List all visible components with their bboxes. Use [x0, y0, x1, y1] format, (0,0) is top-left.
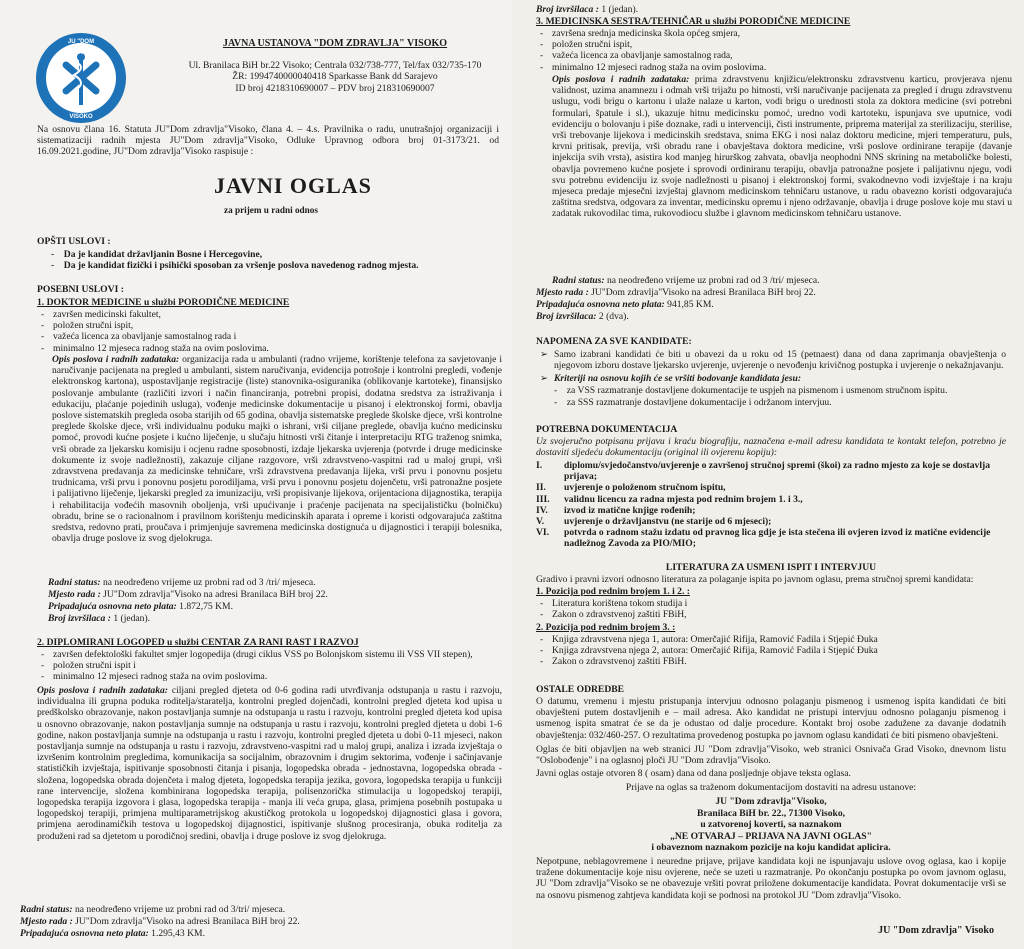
criteria-text: za SSS razmatranje dostavljene dokumentacije i održanom intervjuu.: [566, 397, 832, 408]
requirement-item: - položen stručni ispit i: [37, 660, 502, 671]
place-value: JU"Dom zdravlja"Visoko na adresi Branilaca BiH broj 22.: [75, 916, 300, 927]
requirement-item: - važeća licenca za obavljanje samostalnog rada,: [536, 50, 996, 61]
desc-label: Opis poslova i radnih zadataka:: [52, 354, 180, 365]
lit-item: - Zakon o zdravstvenoj zaštiti FBiH.: [536, 656, 996, 667]
other-p2: Oglas će biti objavljen na web stranici JU "Dom zdravlja"Visoko, web stranici Osnivača Grad Visoko, dnevnom listu "Oslobođenje" i na oglasnoj ploči JU "Dom zdravlja"Visoko.: [536, 744, 1006, 767]
docs-item: [536, 505, 1006, 516]
position-2-count: [536, 4, 638, 15]
position-3-status: [552, 275, 820, 286]
signature: JU "Dom zdravlja" Visoko: [878, 925, 994, 936]
position-3-title: 3. MEDICINSKA SESTRA/TEHNIČAR u službi PORODIČNE MEDICINE: [536, 16, 851, 27]
desc-label: Opis poslova i radnih zadataka:: [552, 74, 690, 85]
position-3-place: [536, 287, 816, 298]
lit-group-1-title: 1. Pozicija pod rednim brojem 1. i 2. :: [536, 586, 690, 597]
count-value: 1 (jedan).: [113, 613, 151, 624]
status-label: Radni status:: [552, 275, 605, 286]
lit-item: - Knjiga zdravstvena njega 2, autora: Omerčajić Rifija, Ramović Fadila i Stjepić Đuka: [536, 645, 996, 656]
docs-text: izvod iz matične knjige rođenih;: [564, 504, 696, 516]
salary-label: Pripadajuća osnovna neto plata:: [536, 299, 665, 310]
requirement-item: - završena srednja medicinska škola općeg smjera,: [536, 28, 996, 39]
logo-text-bottom: VISOKO: [69, 114, 93, 120]
docs-num: VI.: [536, 527, 550, 539]
general-item-text: Da je kandidat državljanin Bosne i Hercegovine,: [63, 249, 263, 260]
position-1-count: [48, 613, 150, 624]
docs-text: potvrda o radnom stažu izdatu od pravnog lica gdje je ista stečena ili ovjeren izvod iz matične evidencije nadležnog Zavoda za PIO/MIO;: [564, 527, 991, 550]
desc-label: Opis poslova i radnih zadataka:: [37, 685, 168, 696]
count-label: Broj izvršilaca :: [48, 613, 111, 624]
docs-num: II.: [536, 482, 546, 494]
position-3-salary: [536, 299, 714, 310]
status-value: na neodređeno vrijeme uz probni rad od 3 /tri/ mjeseca.: [102, 577, 316, 588]
position-3-requirements: [536, 28, 996, 73]
criteria-item: - za SSS razmatranje dostavljene dokumentacije i održanom intervjuu.: [554, 397, 832, 408]
docs-num: V.: [536, 516, 545, 528]
position-2-title: 2. DIPLOMIRANI LOGOPED u službi CENTAR ZA RANI RAST I RAZVOJ: [37, 637, 359, 648]
docs-text: validnu licencu za radna mjesta pod rednim brojem 1. i 3.,: [564, 493, 803, 505]
requirement-item: - minimalno 12 mjeseca radnog staža na ovim poslovima.: [37, 343, 497, 354]
criteria-text: za VSS razmatranje dostavljene dokumentacije te uspjeh na pismenom i usmenom stručnom ispitu.: [566, 385, 948, 396]
org-name: JAVNA USTANOVA "DOM ZDRAVLJA" VISOKO: [222, 38, 448, 49]
salary-value: 941,85 KM.: [667, 299, 714, 310]
position-2-place: [20, 916, 300, 927]
other-p5: Nepotpune, neblagovremene i neuredne prijave, prijave kandidata koji ne ispunjavaju uslove ovog oglasa, kao i kopije tražene dokumentacije koje nisu ovjerene, neće se uzeti u razmatranje. Po okončanju postupka po ovom javnom oglasu, JU "Dom zdravlja"Visoko se ne obavezuje vršiti povrat priložene dokumentacije kandidata. Povrat dokumentacije vrši se na osnovu pismenog zahtjeva kandidata koji se podnosi na protokol JU "Dom zdravlja"Visoko.: [536, 856, 1006, 901]
docs-text: diplomu/svjedočanstvo/uvjerenje o završenoj stručnoj spremi (škoi) za radno mjesto za koje se dostavlja prijava;: [564, 460, 990, 483]
position-2-salary: [20, 928, 205, 939]
lit-group-2: [536, 634, 996, 668]
salary-label: Pripadajuća osnovna neto plata:: [48, 601, 177, 612]
status-label: Radni status:: [48, 577, 101, 588]
place-value: JU"Dom zdravlja"Visoko na adresi Branilaca BiH broj 22.: [103, 589, 328, 600]
count-value: 1 (jedan).: [601, 4, 639, 15]
general-heading: OPŠTI USLOVI :: [37, 236, 111, 247]
docs-item: [536, 516, 1006, 527]
place-label: Mjesto rada :: [20, 916, 73, 927]
desc-text: ciljani pregled djeteta od 0-6 godina radi utvrđivanja odstupanja u rastu i razvoju, individualna ili grupna poduka roditelja/staratelja, kontrolni pregled dojenčadi, kontrolni pregled djeteta kod upisa u predškolsko obrazovanje, nakon postavljanja sumnje na odstupanja u rastu i razvoju, kontrolni pregled djeteta kod upisa u osnovno obrazovanje, nakon postavljanja sumnje na odstupanja u rastu i razvoju, kontrolni pregled djeteta u dobi 1-6 godine, nakon postavljanja sumnje na odstupanja u rastu i razvoju, kontrolni pregled djeteta u dobi 0-11 mjeseci, nakon postavljanja sumnje na odstupanja u rastu i razvoju, zdravstveno-vaspitni rad u maloj grupi, analiza i izrada izvještaja o izvršenim kontrolnim pregledima, komunikacija sa socijalnim, obrazovnim i drugim sektorima, vođenje i sačinjavanje statističkih izvještaja, ispitivanje sposobnosti čitanja i pisanja, logopedska obrada - jednostavna, logopedska obrada - složena, logopedska obrada dojenčeta i malog djeteta, logopedska terapija jezika, govora, logopedska terapija u funkciji rane intervencije, složena kombinirana logopedska terapija, polisenzorička stimulacija u logopedskoj terapiji, logopedska terapija izgovora i glasa, logopedska terapija - manja ili veća grupa, glasa, primjena posebnih postupaka u logopedskoj terapiji, primjena multiparametrijskog akustičkog protokola u logopedskoj dijagnostici glasa i govora, primjena aerodinamičkih testova u logopedskoj dijagnostici, ispitivanje slušnog procesiranja, obuka roditelja za produženi rad sa djetetom u porodičnoj sredini, obavlja i druge poslove iz svog djelokruga.: [37, 685, 502, 842]
other-heading: OSTALE ODREDBE: [536, 684, 625, 695]
position-1-place: [48, 589, 328, 600]
lit-item: - Knjiga zdravstvena njega 1, autora: Omerčajić Rifija, Ramović Fadila i Stjepić Đuka: [536, 634, 996, 645]
position-1-title: 1. DOKTOR MEDICINE u službi PORODIČNE MEDICINE: [37, 297, 290, 308]
general-item-text: Da je kandidat fizički i psihički sposoban za vršenje poslova navedenog radnog mjesta.: [63, 260, 419, 272]
special-heading: POSEBNI USLOVI :: [37, 284, 124, 295]
address-line: u zatvorenoj koverti, sa naznakom: [700, 819, 842, 830]
status-label: Radni status:: [20, 904, 73, 915]
general-item: - Da je kandidat fizički i psihički sposoban za vršenje poslova navedenog radnog mjesta.: [51, 260, 419, 272]
address-line: Branilaca BiH br. 22., 71300 Visoko,: [696, 807, 846, 819]
requirement-item: - važeća licenca za obavljanje samostalnog rada i: [37, 331, 497, 342]
arrow-icon: ➢: [540, 373, 549, 384]
docs-item: [536, 460, 1006, 482]
requirement-item: - minimalno 12 mjeseci radnog staža na ovim poslovima.: [536, 62, 996, 73]
docs-item: [536, 527, 1006, 549]
docs-num: III.: [536, 493, 550, 505]
requirement-item: - položen stručni ispit,: [536, 39, 996, 50]
lit-intro: Gradivo i pravni izvori odnosno literatura za polaganje ispita po javnom oglasu, prema stručnoj spremi kandidata:: [536, 574, 974, 585]
page-title: JAVNI OGLAS: [214, 173, 372, 198]
status-value: na neodređeno vrijeme uz probni rad od 3/tri/ mjeseca.: [74, 904, 286, 915]
status-value: na neodređeno vrijeme uz probni rad od 3 /tri/ mjeseca.: [606, 275, 820, 286]
position-2-requirements: [37, 649, 502, 683]
docs-heading: POTREBNA DOKUMENTACIJA: [536, 424, 678, 435]
general-list: [37, 249, 507, 271]
position-1-description: [52, 354, 502, 544]
salary-value: 1.295,43 KM.: [151, 928, 205, 939]
other-p1: O datumu, vremenu i mjestu pristupanja intervjuu odnosno polaganju pismenog i usmenog ispita kandidati će biti obavještení putem dostavljenih e – mail adresa. Ako kandidat ne pristupi intervjuu odnosno polaganju pismenog i usmenog ispita smatrat će se da je odustao od dalje procedure. Kontakt broj osobe zadužene za davanje dodatnih obavještenja: 032/460-257. O rezultatima provedenog postupka po javnom oglasu kandidati će biti pismeno obavješteni.: [536, 696, 1006, 741]
note-text: Kriteriji na osnovu kojih će se vršiti bodovanje kandidata jesu:: [554, 373, 802, 384]
general-item: - Da je kandidat državljanin Bosne i Hercegovine,: [51, 249, 263, 260]
count-value: 2 (dva).: [598, 311, 629, 322]
place-label: Mjesto rada :: [48, 589, 101, 600]
address-line: JU "Dom zdravlja"Visoko,: [715, 796, 827, 807]
requirement-item: - završen medicinski fakultet,: [37, 309, 497, 320]
docs-num: IV.: [536, 504, 548, 516]
mailing-address: [536, 796, 1006, 854]
position-3-count: [536, 311, 629, 322]
position-1-requirements: [37, 309, 497, 354]
position-1-status: [48, 577, 316, 588]
count-label: Broj izvršilaca :: [536, 4, 599, 15]
position-1-salary: [48, 601, 233, 612]
other-p3: Javni oglas ostaje otvoren 8 ( osam) dana od dana posljednje objave teksta oglasa.: [536, 768, 851, 779]
docs-num: I.: [536, 460, 543, 471]
bank-line: ŽR: 1994740000040418 Sparkasse Bank dd Sarajevo: [232, 71, 438, 82]
docs-intro-text: Uz svojeručno potpisanu prijavu i kraću biografiju, naznačena e-mail adresu kandidata te kontakt telefon, potrebno je dostaviti sljedeću dokumentaciju (original ili ovjerenu kopiju):: [536, 436, 1006, 459]
place-value: JU"Dom zdravlja"Visoko na adresi Branilaca BiH broj 22.: [591, 287, 816, 298]
docs-item: [536, 482, 1006, 493]
docs-text: uvjerenje o položenom stručnom ispitu,: [564, 482, 726, 494]
page-subtitle: za prijem u radni odnos: [224, 205, 318, 215]
requirement-item: - minimalno 12 mjeseci radnog staža na ovim poslovima.: [37, 671, 502, 682]
address-line: „NE OTVARAJ – PRIJAVA NA JAVNI OGLAS": [670, 830, 872, 842]
logo-text-top: JU "DOM ZDRAVLJA": [63, 39, 99, 57]
docs-list: [536, 460, 1006, 550]
docs-item: [536, 494, 1006, 505]
docs-intro: [536, 436, 1006, 458]
logo: [36, 33, 126, 123]
position-2-status: [20, 904, 285, 915]
note-heading: NAPOMENA ZA SVE KANDIDATE:: [536, 336, 692, 347]
desc-text: organizacija rada u ambulanti (radno vrijeme, korištenje telefona za savjetovanje i naručivanje pacijenata na pregled u ambulanti, sistem naručivanja, evidencija potrošnje i kontrolni pregledi, vođenje elektronskog kartona), uspostavljanje registracije (liste) stanovnika-osiguranika (oblikovanje kartoteke), finansijsko poslovanje ambulante (različiti izvori i način financiranja, potrebni propisi, dodatna sredstva za istraživanja i edukaciju, plaćanje pojedinih usluga), vođenje medicinske dokumentacije u pisanoj i elektronskoj formi, obavlja poslove sistematskih pregleda osoba starijih od 65 godina, obavlja sistematske preglede školske djece, vrši kontrolne preglede školske djece, vrši individualnu poduku majki o ishrani, vrši ciljane preglede, obavlja kućno medicinsku pomoć, provodi kućne posjete i kućno liječenje, u slučaju hitnosti vrši čitanje i interpretaciju RTG traženog snimka, vrši obrade za ljekarsku komisiju i ocjenu radne sposobnosti, izdaje ljekarska uvjerenja (potvrde i druge medicinske dokumente iz svoje nadležnosti), zakazuje ciljane razgovore, vrši zdravstveno-vaspitni rad u maloj grupi, vrši zdravstvena predavanja za medicinske tehničare, vrši zdravstvena predavanja lijeka, vrši prvu i ponovnu posjetu trudnicama, vrši prvu i ponovnu posjetu porodiljama, vrši prvu i ponovnu posjetu dojenčetu, vrši patronažne posjete i palijativno liječenje, ljekarski pregled za imunizaciju, vrši propisivanje lijekova, orijentaciona dijagnostika, terapija i rehabilitacija vođećih masovnih oboljenja, vrši upućivanje i praćenje pacijenata na specijalističku (bolničku) obradu, brine se o racionalnom i pravilnom korištenju medicinskih aparata i opreme i koristi odgovarajuća zaštitna sredstva, redovno prati, proučava i primjenjuje savremena medicinska dostignuća u dijagnostici i terapiji bolesnika, obavlja druge poslove iz svog djelokruga.: [52, 354, 502, 545]
address-line: i obaveznom naznakom pozicije na koju kandidat aplicira.: [651, 842, 891, 853]
lit-group-2-title: 2. Pozicija pod rednim brojem 3. :: [536, 622, 676, 633]
count-label: Broj izvršilaca:: [536, 311, 597, 322]
id-line: ID broj 4218310690007 – PDV broj 218310690007: [235, 82, 435, 94]
address-line: Ul. Branilaca BiH br.22 Visoko; Centrala 032/738-777, Tel/fax 032/735-170: [188, 59, 482, 71]
salary-value: 1.872,75 KM.: [179, 601, 233, 612]
docs-text: uvjerenje o državljanstvu (ne starije od 6 mjeseci);: [564, 516, 772, 528]
intro-paragraph: Na osnovu člana 16. Statuta JU"Dom zdravlja"Visoko, člana 4. – 4.s. Pravilnika o radu, unutrašnjoj organizaciji i sistematizaciji radnih mjesta JU"Dom zdravlja"Visoko, Odluke Upravnog odbora broj 01-3173/21. od 16.09.2021.godine, JU"Dom zdravlja"Visoko raspisuje :: [37, 124, 499, 158]
lit-group-1: [536, 598, 996, 620]
note-text: Samo izabrani kandidati će biti u obavezi da u roku od 15 (petnaest) dana od dana zaprimanja obavještenja o njegovom izboru dostave ljekarsko uvjerenje, uvjerenje o nevođenju krivičnog postupka i uvjerenje o nekažnjavanju.: [554, 349, 1006, 372]
place-label: Mjesto rada :: [536, 287, 589, 298]
other-p4: Prijave na oglas sa traženom dokumentacijom dostaviti na adresu ustanove:: [625, 782, 917, 793]
note-item: [536, 349, 1006, 371]
criteria-item: - za VSS razmatranje dostavljene dokumentacije te uspjeh na pismenom i usmenom stručnom ispitu.: [554, 385, 948, 396]
lit-item: - Zakon o zdravstvenoj zaštiti FBiH,: [536, 609, 996, 620]
note-item: [536, 373, 1006, 384]
desc-text: prima zdravstvenu knjižicu/elektronsku zdravstvenu karticu, provjerava njenu validnost, uzima anamnezu i odmah vrši trijažu po hitnosti, vrši naručivanje pacijenata za pregled i drugu zdravstvenu uslugu, vodi brigu o kartonu i ulaže nalaze u karton, vodi brigu o urednosti stola za doktora medicine (svi potrebni formulari, špatule i sl.), ukazuje hitnu medicinsku pomoć, uredno vodi kartoteku, ispunjava sve uputnice, vodi evidenciju o bolovanju i piše doznake, radi u intervenciji, čisti instrumente, priprema materijal za sterilizaciju, sterilise, vrši trebovanje lijekova i medicinskih sredstava, snima EKG i nosi nalaz doktoru medicine, mjeri temperaturu, puls, krvni pritisak, previja, vrši obradu rane i obavještava doktora medicine, vrši poslove ordinirane terapije (davanje injekcija svih vrsta), asistira kod manjeg hirurškog zahvata, obavlja neophodni NNS skrining na metaboličke bolesti, obavlja povremeno kućne posjete i sprovodi ordiniranu terapiju, obavlja patronažne posjete i palijativnu njegu, vodi svu potrebnu evidenciju iz svoje nadležnosti u pisanoj i elektronskoj formi, svakodnevno vodi izvještaje i na kraju mjeseca predaje mjesečni izvještaj glavnom medicinskom tehničaru ustanove, u radu obavezno koristi odgovarajuća zaštitna sredstva, odgovara za inventar, medicinsku opremu i njeno održavanje, obavlja i druge poslove koje mu stavi u zadatak rukovodilac tima, rukovodiocu službe i glavnom medicinskom tehničaru ustanove.: [552, 74, 1012, 220]
requirement-item: - položen stručni ispit,: [37, 320, 497, 331]
position-3-description: [552, 74, 1012, 220]
right-column: [512, 0, 1024, 949]
lit-heading: LITERATURA ZA USMENI ISPIT I INTERVJUU: [665, 562, 877, 573]
requirement-item: - završen defektološki fakultet smjer logopedija (drugi ciklus VSS po Bolonjskom sistemu ili VSS VII stepen),: [37, 649, 502, 660]
letterhead: [165, 38, 505, 94]
salary-label: Pripadajuća osnovna neto plata:: [20, 928, 149, 939]
lit-item: - Literatura korištena tokom studija i: [536, 598, 996, 609]
position-2-description: [37, 685, 502, 842]
arrow-icon: ➢: [540, 349, 549, 360]
